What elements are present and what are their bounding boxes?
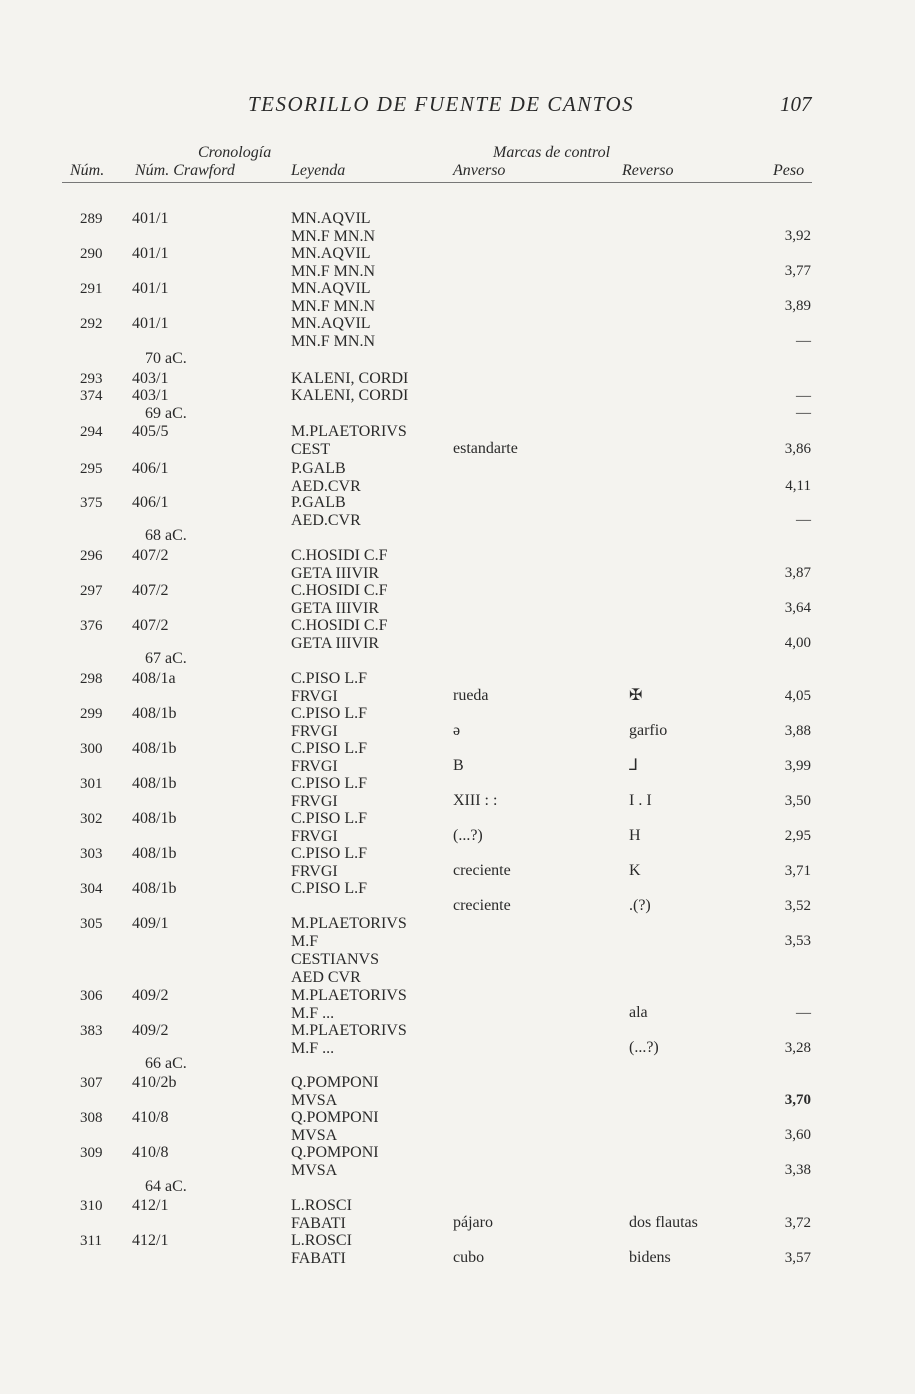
page-number: 107 bbox=[780, 92, 812, 116]
header-cronologia: Cronología bbox=[198, 144, 272, 161]
cell-num: 294 bbox=[80, 424, 103, 440]
cell-num: 297 bbox=[80, 583, 103, 599]
cell-num: 305 bbox=[80, 916, 103, 932]
cell-leyenda bbox=[291, 423, 407, 459]
cell-peso: — bbox=[796, 512, 811, 528]
leyenda-line: C.HOSIDI C.F bbox=[291, 582, 388, 599]
cell-peso: 3,50 bbox=[784, 793, 811, 809]
leyenda-line: L.ROSCI bbox=[291, 1232, 352, 1249]
leyenda-line: C.PISO L.F bbox=[291, 775, 368, 792]
cell-num: 298 bbox=[80, 671, 103, 687]
cell-crawford: 408/1b bbox=[132, 845, 177, 862]
cell-crawford: 410/8 bbox=[132, 1144, 169, 1161]
leyenda-line: MN.AQVIL bbox=[291, 245, 371, 262]
header-peso: Peso bbox=[773, 162, 805, 179]
cell-reverso: .(?) bbox=[629, 897, 651, 914]
leyenda-line: AED.CVR bbox=[291, 478, 361, 495]
leyenda-line: MN.F MN.N bbox=[291, 263, 376, 280]
cell-leyenda bbox=[291, 210, 375, 246]
table-row bbox=[0, 280, 915, 316]
cell-leyenda bbox=[291, 987, 407, 1023]
cell-num: 292 bbox=[80, 316, 103, 332]
cell-leyenda bbox=[291, 280, 375, 316]
cell-leyenda bbox=[291, 1022, 407, 1058]
cell-peso: 3,72 bbox=[784, 1215, 811, 1231]
cell-peso: 3,53 bbox=[784, 933, 811, 949]
cell-crawford: 401/1 bbox=[132, 210, 169, 227]
leyenda-line: C.PISO L.F bbox=[291, 705, 368, 722]
table-row bbox=[0, 210, 915, 246]
leyenda-line: Q.POMPONI bbox=[291, 1109, 379, 1126]
table-row bbox=[0, 460, 915, 496]
table-row bbox=[0, 670, 915, 706]
cell-num: 291 bbox=[80, 281, 103, 297]
leyenda-line: M.F ... bbox=[291, 1005, 335, 1022]
leyenda-line: M.F bbox=[291, 933, 319, 950]
cell-leyenda bbox=[291, 775, 367, 811]
cell-peso: 3,92 bbox=[784, 228, 811, 244]
leyenda-line: C.PISO L.F bbox=[291, 880, 368, 897]
cell-leyenda bbox=[291, 617, 387, 653]
cell-crawford: 407/2 bbox=[132, 547, 169, 564]
cell-num: 299 bbox=[80, 706, 103, 722]
cell-num: 306 bbox=[80, 988, 103, 1004]
leyenda-line: MVSA bbox=[291, 1162, 338, 1179]
leyenda-line: MN.AQVIL bbox=[291, 210, 371, 227]
leyenda-line: GETA IIIVIR bbox=[291, 600, 380, 617]
cell-crawford: 403/1 bbox=[132, 370, 169, 387]
table-row bbox=[0, 1232, 915, 1268]
cell-peso: — bbox=[796, 405, 811, 421]
cell-num: 300 bbox=[80, 741, 103, 757]
cell-crawford: 410/8 bbox=[132, 1109, 169, 1126]
cell-leyenda bbox=[291, 315, 375, 351]
cell-leyenda bbox=[291, 245, 375, 281]
cell-num: 307 bbox=[80, 1075, 103, 1091]
cell-peso: 3,99 bbox=[784, 758, 811, 774]
leyenda-line: FRVGI bbox=[291, 863, 338, 880]
cell-peso: 3,70 bbox=[784, 1092, 811, 1108]
cell-leyenda bbox=[291, 915, 407, 987]
table-row bbox=[0, 245, 915, 281]
cell-num: 383 bbox=[80, 1023, 103, 1039]
table-row bbox=[0, 740, 915, 776]
cell-reverso: H bbox=[629, 827, 641, 844]
cell-leyenda bbox=[291, 547, 387, 583]
cell-crawford: 408/1b bbox=[132, 740, 177, 757]
cell-num: 376 bbox=[80, 618, 103, 634]
leyenda-line: FABATI bbox=[291, 1250, 346, 1267]
cell-leyenda bbox=[291, 1232, 352, 1268]
chronology-year: 70 aC. bbox=[145, 350, 187, 367]
cell-crawford: 412/1 bbox=[132, 1197, 169, 1214]
cell-crawford: 407/2 bbox=[132, 617, 169, 634]
table-row bbox=[0, 1109, 915, 1145]
cell-peso: 3,89 bbox=[784, 298, 811, 314]
cell-peso: — bbox=[796, 333, 811, 349]
table-row bbox=[0, 423, 915, 459]
table-row bbox=[0, 617, 915, 653]
cell-crawford: 408/1b bbox=[132, 705, 177, 722]
leyenda-line: MN.F MN.N bbox=[291, 228, 376, 245]
cell-leyenda bbox=[291, 1144, 379, 1180]
cell-peso: — bbox=[796, 1005, 811, 1021]
table-row bbox=[0, 915, 915, 986]
cell-leyenda bbox=[291, 494, 361, 530]
leyenda-line: MN.AQVIL bbox=[291, 280, 371, 297]
leyenda-line bbox=[291, 898, 367, 916]
cell-peso: 2,95 bbox=[784, 828, 811, 844]
cell-leyenda bbox=[291, 582, 387, 618]
leyenda-line: C.PISO L.F bbox=[291, 810, 368, 827]
leyenda-line: M.PLAETORIVS bbox=[291, 915, 407, 932]
leyenda-line: AED.CVR bbox=[291, 512, 361, 529]
header-num: Núm. bbox=[70, 162, 105, 179]
table-row bbox=[0, 987, 915, 1023]
cell-crawford: 401/1 bbox=[132, 280, 169, 297]
leyenda-line: Q.POMPONI bbox=[291, 1074, 379, 1091]
cell-num: 309 bbox=[80, 1145, 103, 1161]
table-row bbox=[0, 810, 915, 846]
leyenda-line: C.HOSIDI C.F bbox=[291, 617, 388, 634]
leyenda-line: FRVGI bbox=[291, 793, 338, 810]
cell-crawford: 410/2b bbox=[132, 1074, 177, 1091]
leyenda-line: KALENI, CORDI bbox=[291, 370, 409, 387]
page-title: TESORILLO DE FUENTE DE CANTOS bbox=[248, 92, 635, 116]
cell-crawford: 403/1 bbox=[132, 387, 169, 404]
table-row bbox=[0, 315, 915, 351]
cell-num: 302 bbox=[80, 811, 103, 827]
cell-reverso: ✠ bbox=[629, 687, 643, 704]
cell-anverso: XIII : : bbox=[453, 792, 498, 809]
leyenda-line: MN.F MN.N bbox=[291, 333, 376, 350]
cell-num: 296 bbox=[80, 548, 103, 564]
cell-peso: 4,00 bbox=[784, 635, 811, 651]
cell-leyenda bbox=[291, 670, 367, 706]
cell-peso: 3,77 bbox=[784, 263, 811, 279]
cell-reverso: bidens bbox=[629, 1249, 671, 1266]
table-row bbox=[0, 582, 915, 618]
table-row bbox=[0, 775, 915, 811]
cell-crawford: 406/1 bbox=[132, 460, 169, 477]
cell-crawford: 407/2 bbox=[132, 582, 169, 599]
leyenda-line: KALENI, CORDI bbox=[291, 387, 409, 404]
cell-reverso: I . I bbox=[629, 792, 652, 809]
cell-peso: — bbox=[796, 388, 811, 404]
leyenda-line: P.GALB bbox=[291, 494, 346, 511]
cell-peso: 3,86 bbox=[784, 441, 811, 457]
leyenda-line: FRVGI bbox=[291, 688, 338, 705]
leyenda-line: C.HOSIDI C.F bbox=[291, 547, 388, 564]
leyenda-line: FRVGI bbox=[291, 723, 338, 740]
leyenda-line: M.PLAETORIVS bbox=[291, 1022, 407, 1039]
leyenda-line: Q.POMPONI bbox=[291, 1144, 379, 1161]
cell-leyenda bbox=[291, 1197, 352, 1233]
cell-leyenda bbox=[291, 845, 367, 881]
leyenda-line: M.F ... bbox=[291, 1040, 335, 1057]
leyenda-line: M.PLAETORIVS bbox=[291, 987, 407, 1004]
cell-crawford: 405/5 bbox=[132, 423, 169, 440]
table-row bbox=[0, 1022, 915, 1058]
leyenda-line: M.PLAETORIVS bbox=[291, 423, 407, 440]
table-row bbox=[0, 547, 915, 583]
leyenda-line: GETA IIIVIR bbox=[291, 635, 380, 652]
header-num-crawford: Núm. Crawford bbox=[135, 162, 235, 179]
table-row bbox=[0, 387, 915, 423]
chronology-year: 68 aC. bbox=[145, 527, 187, 544]
cell-crawford: 406/1 bbox=[132, 494, 169, 511]
cell-crawford: 401/1 bbox=[132, 315, 169, 332]
table-row bbox=[0, 1197, 915, 1233]
leyenda-line: CEST bbox=[291, 441, 331, 458]
cell-anverso: creciente bbox=[453, 897, 511, 914]
cell-num: 289 bbox=[80, 211, 103, 227]
table-row bbox=[0, 1074, 915, 1110]
cell-anverso: cubo bbox=[453, 1249, 485, 1266]
cell-anverso: estandarte bbox=[453, 440, 518, 457]
cell-num: 310 bbox=[80, 1198, 103, 1214]
cell-peso: 4,11 bbox=[785, 478, 811, 494]
leyenda-line: FABATI bbox=[291, 1215, 346, 1232]
cell-num: 295 bbox=[80, 461, 103, 477]
leyenda-line: MN.F MN.N bbox=[291, 298, 376, 315]
cell-peso: 3,57 bbox=[784, 1250, 811, 1266]
cell-crawford: 401/1 bbox=[132, 245, 169, 262]
cell-crawford: 408/1b bbox=[132, 810, 177, 827]
cell-leyenda bbox=[291, 810, 367, 846]
table-row bbox=[0, 845, 915, 881]
cell-num: 290 bbox=[80, 246, 103, 262]
leyenda-line: P.GALB bbox=[291, 460, 346, 477]
table-row bbox=[0, 880, 915, 916]
chronology-year: 64 aC. bbox=[145, 1178, 187, 1195]
cell-num: 301 bbox=[80, 776, 103, 792]
cell-reverso: (...?) bbox=[629, 1039, 659, 1056]
table-row bbox=[0, 1144, 915, 1180]
cell-peso: 3,60 bbox=[784, 1127, 811, 1143]
leyenda-line: GETA IIIVIR bbox=[291, 565, 380, 582]
cell-leyenda bbox=[291, 460, 361, 496]
cell-peso: 3,52 bbox=[784, 898, 811, 914]
leyenda-line: C.PISO L.F bbox=[291, 670, 368, 687]
leyenda-line: FRVGI bbox=[291, 828, 338, 845]
cell-crawford: 409/2 bbox=[132, 1022, 169, 1039]
cell-peso: 4,05 bbox=[784, 688, 811, 704]
cell-peso: 3,64 bbox=[784, 600, 811, 616]
table-row bbox=[0, 705, 915, 741]
cell-peso: 3,87 bbox=[784, 565, 811, 581]
cell-leyenda bbox=[291, 705, 367, 741]
cell-anverso: (...?) bbox=[453, 827, 483, 844]
cell-num: 311 bbox=[80, 1233, 102, 1249]
cell-anverso: ə bbox=[453, 722, 461, 739]
chronology-year: 69 aC. bbox=[145, 405, 187, 422]
leyenda-line bbox=[291, 405, 408, 423]
header-reverso: Reverso bbox=[622, 162, 674, 179]
header-leyenda: Leyenda bbox=[291, 162, 346, 179]
leyenda-line: CESTIANVS bbox=[291, 951, 380, 968]
cell-anverso: creciente bbox=[453, 862, 511, 879]
table-row bbox=[0, 494, 915, 530]
cell-reverso: K bbox=[629, 862, 641, 879]
cell-leyenda bbox=[291, 1074, 379, 1110]
leyenda-line: AED CVR bbox=[291, 969, 361, 986]
cell-reverso: dos flautas bbox=[629, 1214, 698, 1231]
cell-anverso: pájaro bbox=[453, 1214, 493, 1231]
leyenda-line: C.PISO L.F bbox=[291, 845, 368, 862]
cell-reverso: ala bbox=[629, 1004, 648, 1021]
cell-peso: 3,38 bbox=[784, 1162, 811, 1178]
leyenda-line: MVSA bbox=[291, 1127, 338, 1144]
chronology-year: 66 aC. bbox=[145, 1055, 187, 1072]
cell-num: 293 bbox=[80, 371, 103, 387]
cell-peso: 3,71 bbox=[784, 863, 811, 879]
cell-crawford: 412/1 bbox=[132, 1232, 169, 1249]
cell-num: 375 bbox=[80, 495, 103, 511]
cell-num: 374 bbox=[80, 388, 103, 404]
header-marcas: Marcas de control bbox=[493, 144, 611, 161]
cell-reverso: garfio bbox=[629, 722, 668, 739]
cell-peso: 3,28 bbox=[784, 1040, 811, 1056]
cell-anverso: rueda bbox=[453, 687, 489, 704]
cell-leyenda bbox=[291, 1109, 379, 1145]
cell-crawford: 408/1b bbox=[132, 775, 177, 792]
cell-num: 308 bbox=[80, 1110, 103, 1126]
cell-crawford: 408/1b bbox=[132, 880, 177, 897]
cell-num: 304 bbox=[80, 881, 103, 897]
cell-anverso: B bbox=[453, 757, 464, 774]
leyenda-line: L.ROSCI bbox=[291, 1197, 352, 1214]
cell-leyenda bbox=[291, 880, 367, 916]
cell-crawford: 409/1 bbox=[132, 915, 169, 932]
leyenda-line: FRVGI bbox=[291, 758, 338, 775]
cell-peso: 3,88 bbox=[784, 723, 811, 739]
cell-crawford: 408/1a bbox=[132, 670, 176, 687]
leyenda-line: MN.AQVIL bbox=[291, 315, 371, 332]
cell-leyenda bbox=[291, 740, 367, 776]
cell-reverso: ⅃ bbox=[629, 757, 638, 774]
leyenda-line: C.PISO L.F bbox=[291, 740, 368, 757]
chronology-year: 67 aC. bbox=[145, 650, 187, 667]
cell-leyenda bbox=[291, 387, 408, 423]
header-anverso: Anverso bbox=[453, 162, 506, 179]
cell-num: 303 bbox=[80, 846, 103, 862]
leyenda-line: MVSA bbox=[291, 1092, 338, 1109]
cell-crawford: 409/2 bbox=[132, 987, 169, 1004]
